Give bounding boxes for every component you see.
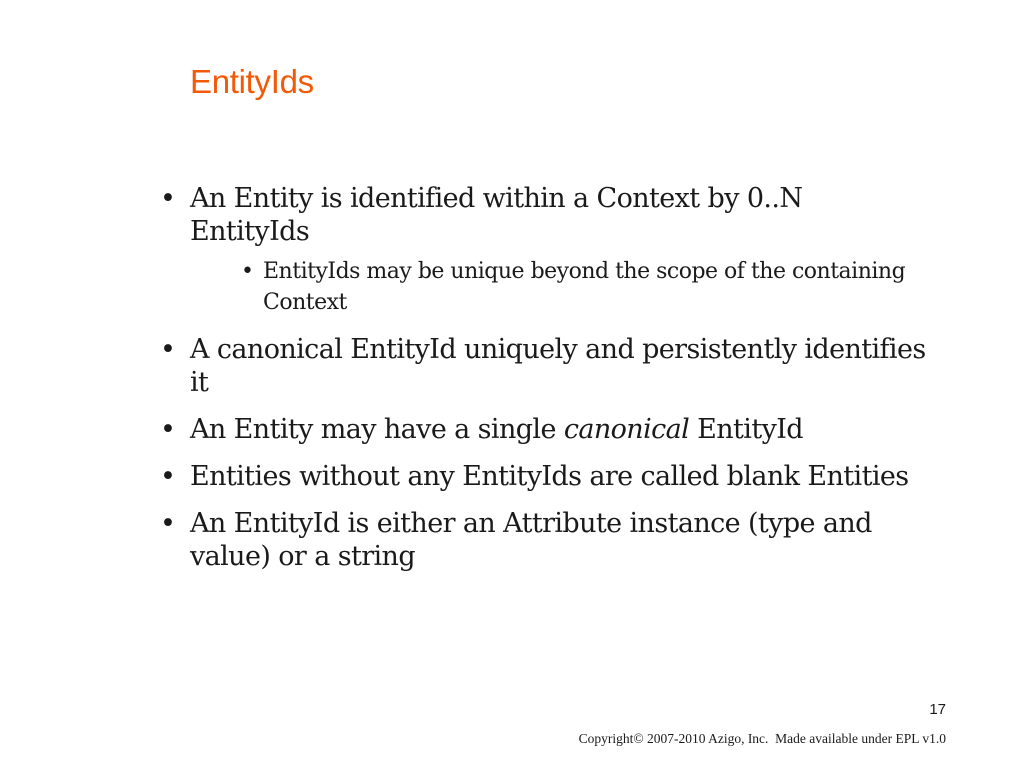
bullet-text: A canonical EntityId uniquely and persistently identifies it — [190, 334, 926, 398]
bullet-item — [158, 182, 928, 248]
bullet-text: Entities without any EntityIds are called blank Entities — [190, 461, 909, 492]
bullet-text-part: An Entity may have a single — [190, 414, 564, 445]
slide-title: EntityIds — [190, 63, 314, 100]
bullet-text-part: EntityId — [689, 414, 803, 445]
bullet-marker: • — [160, 334, 176, 365]
bullet-list — [158, 182, 928, 587]
bullet-marker: • — [160, 461, 176, 492]
bullet-text: An EntityId is either an Attribute instance (type and value) or a string — [190, 508, 872, 572]
bullet-item — [158, 413, 928, 446]
bullet-text: An Entity is identified within a Context by 0..N EntityIds — [190, 183, 803, 247]
bullet-marker: • — [160, 508, 176, 539]
sub-bullet-item — [158, 256, 928, 318]
bullet-emphasis: canonical — [563, 414, 690, 445]
page-number: 17 — [929, 701, 946, 718]
bullet-marker: • — [241, 259, 254, 284]
bullet-item — [158, 460, 928, 493]
bullet-marker: • — [160, 414, 176, 445]
copyright-notice: Copyright© 2007-2010 Azigo, Inc. Made available under EPL v1.0 — [578, 731, 946, 746]
bullet-marker: • — [160, 183, 176, 214]
sub-bullet-text: EntityIds may be unique beyond the scope of the containing Context — [263, 259, 906, 315]
bullet-item — [158, 333, 928, 399]
bullet-item — [158, 507, 928, 573]
